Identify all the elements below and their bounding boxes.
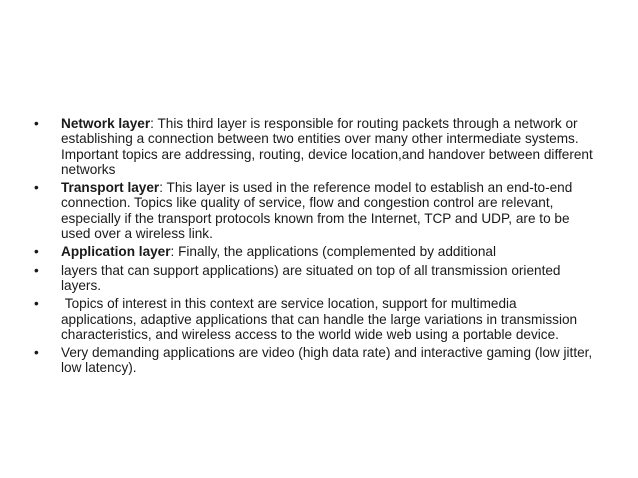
bullet-term: Transport layer: [61, 180, 160, 196]
bullet-marker: •: [34, 244, 39, 260]
bullet-text: : Finally, the applications (complemented by additional: [170, 244, 496, 260]
bullet-list: [34, 116, 594, 379]
bullet-layers-support: [34, 263, 594, 294]
bullet-marker: •: [34, 180, 39, 196]
bullet-transport-layer: [34, 180, 594, 241]
bullet-marker: •: [34, 345, 39, 361]
bullet-marker: •: [34, 262, 39, 278]
bullet-text: Topics of interest in this context are service location, support for multimedia applications, adaptive applications that can handle the large variations in transmission characteristics, and wireless access to the world wide web using a portable device.: [61, 296, 581, 342]
bullet-marker: •: [34, 296, 39, 312]
bullet-text: : This layer is used in the reference model to establish an end-to-end connection. Topics like quality of service, flow and congestion control are relevant, especially if the transport protocols known from the Internet, TCP and UDP, are to be used over a wireless link.: [61, 180, 573, 242]
bullet-network-layer: [34, 116, 594, 177]
bullet-text: Very demanding applications are video (high data rate) and interactive gaming (low jitter, low latency).: [61, 345, 593, 376]
bullet-demanding-applications: [34, 345, 594, 376]
bullet-text: layers that can support applications) are situated on top of all transmission oriented layers.: [61, 262, 561, 293]
bullet-application-layer: [34, 244, 594, 259]
bullet-topics-of-interest: [34, 296, 594, 342]
bullet-text: : This third layer is responsible for routing packets through a network or establishing a connection between two entities over many other intermediate systems. Important topics are addressing, routing, device location,and handover between different networks: [61, 116, 593, 177]
bullet-term: Application layer: [61, 244, 171, 260]
bullet-marker: •: [34, 116, 39, 131]
bullet-term: Network layer: [61, 116, 151, 131]
